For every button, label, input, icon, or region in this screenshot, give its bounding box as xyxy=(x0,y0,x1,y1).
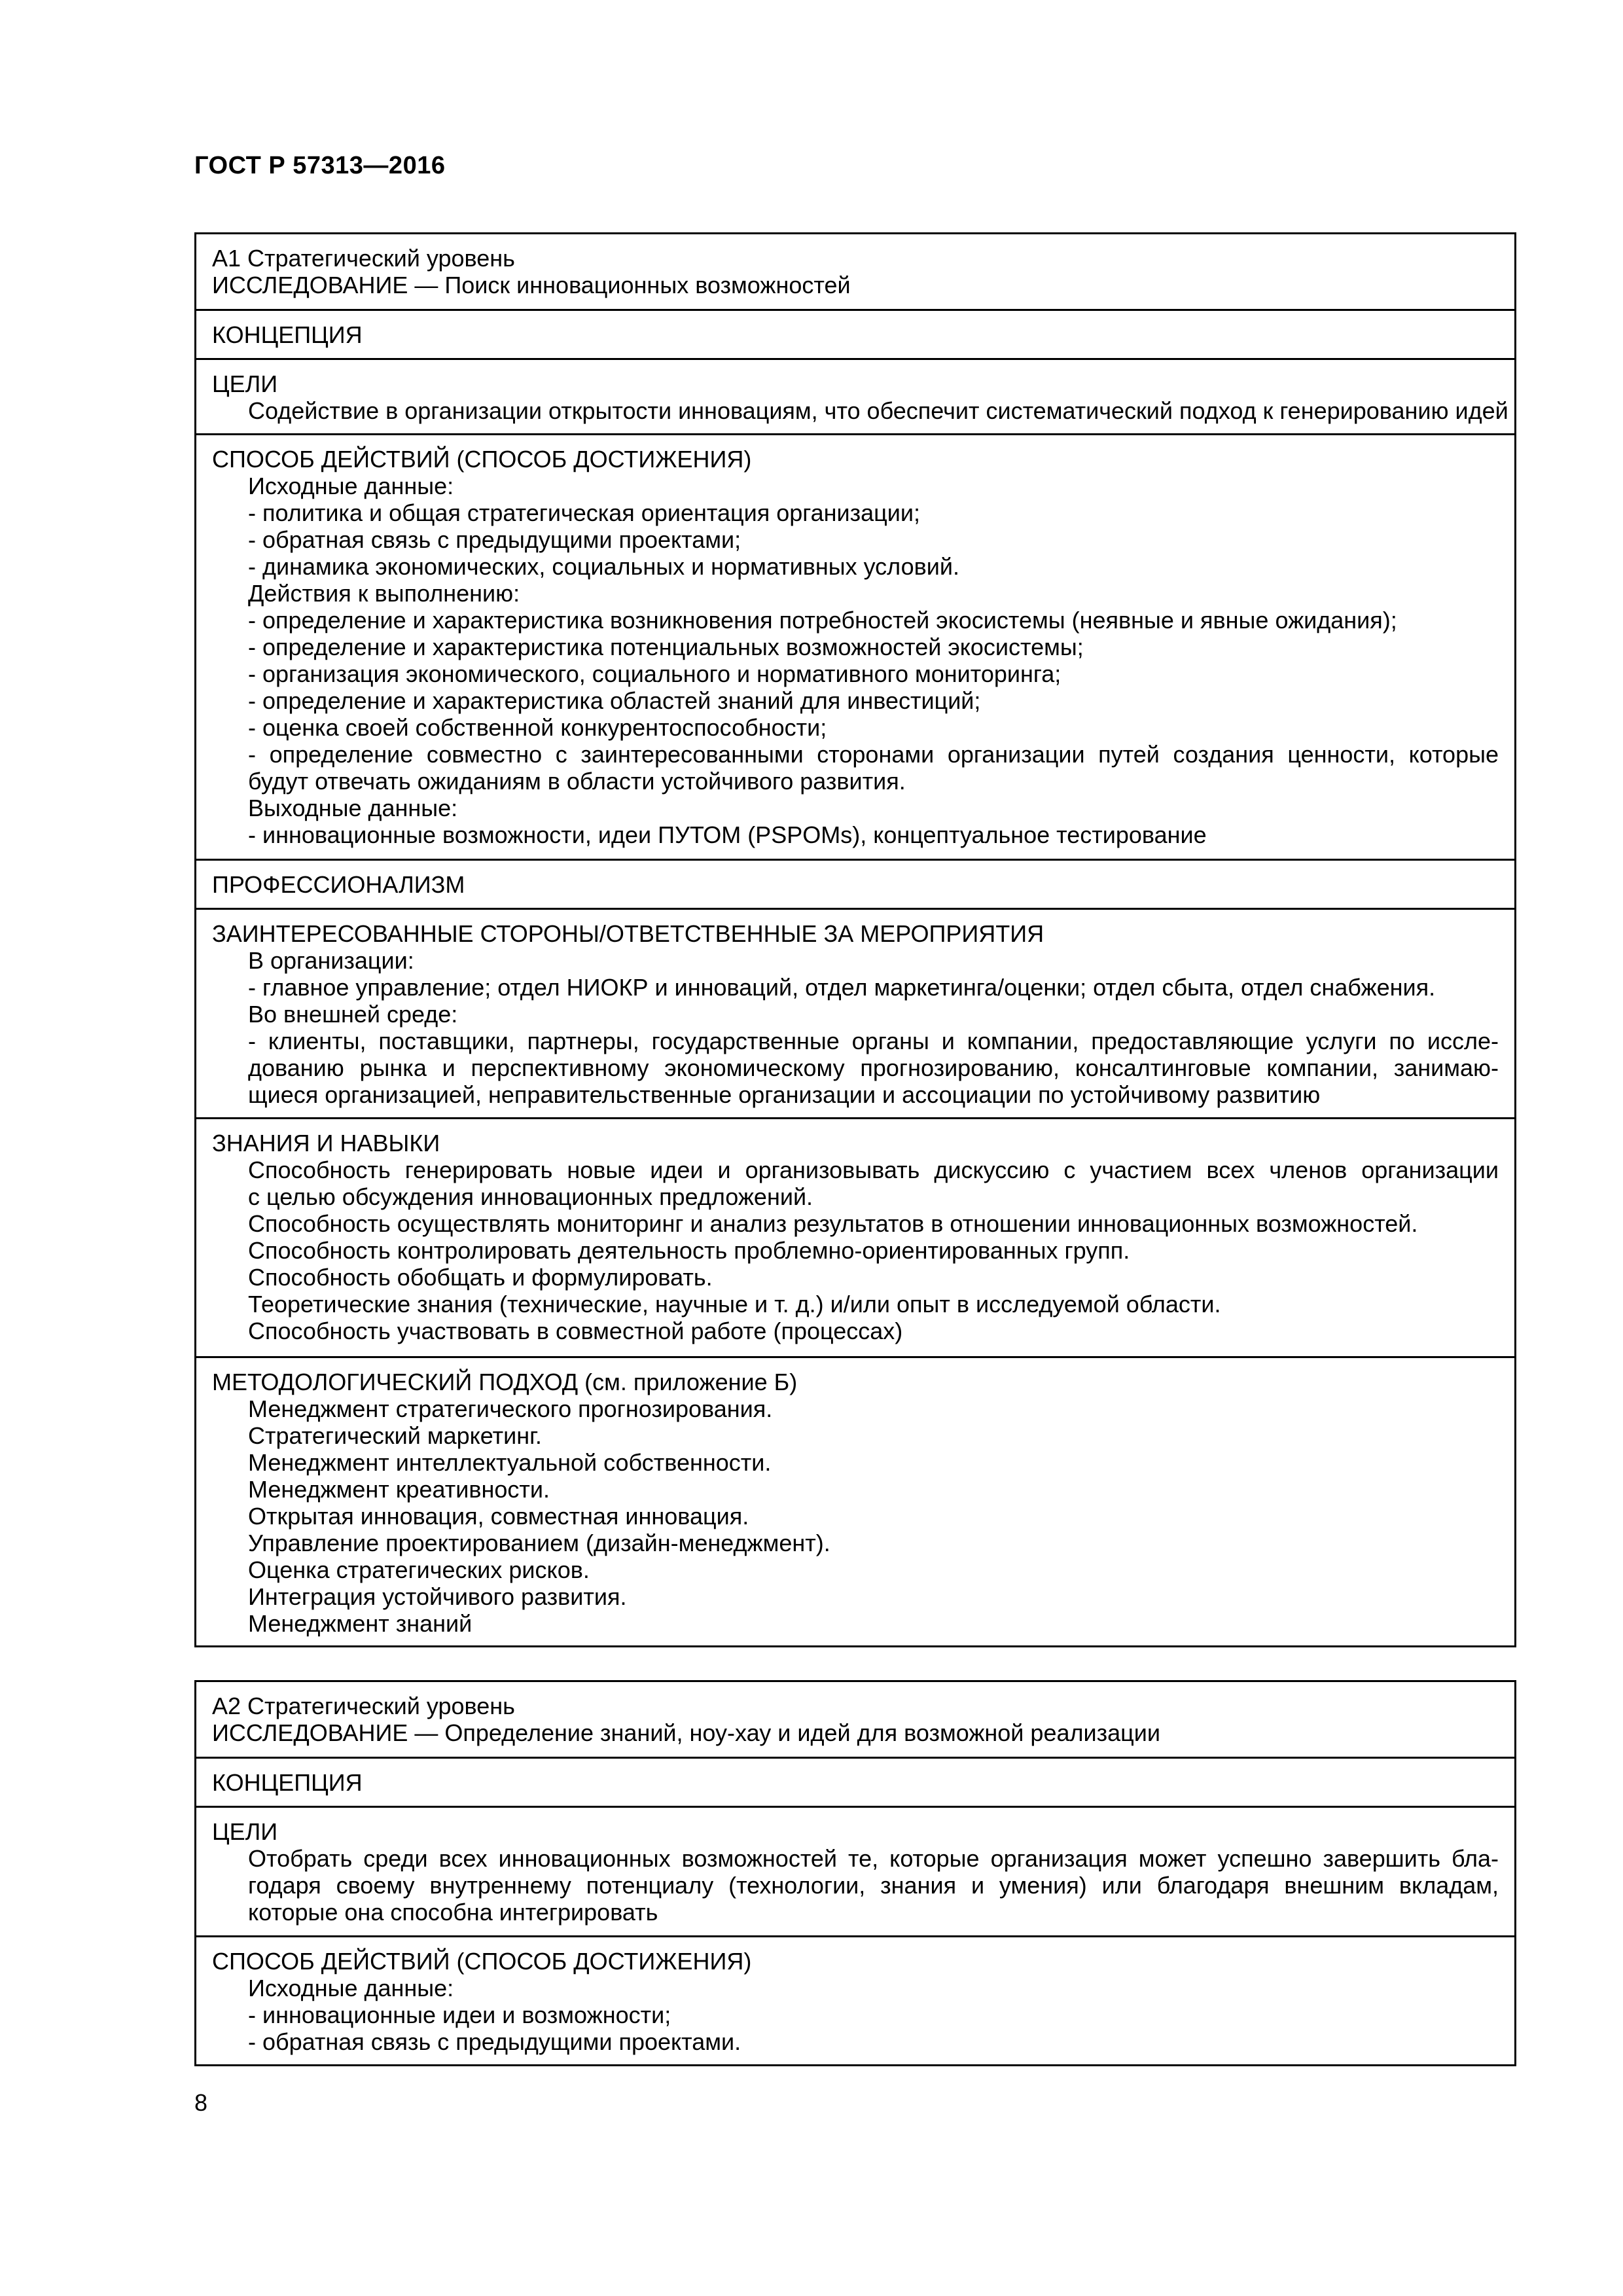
skill-item: Способность генерировать новые идеи и организовывать дискуссию с участием всех членов организации xyxy=(248,1157,1499,1183)
method-item: Стратегический маркетинг. xyxy=(248,1422,542,1449)
section-method xyxy=(196,1937,1514,2062)
section-heading: КОНЦЕПЦИЯ xyxy=(212,321,363,348)
section-concept xyxy=(196,311,1514,360)
goal-text: Отобрать среди всех инновационных возможностей те, которые организация может успешно завершить бла- xyxy=(248,1845,1499,1872)
skill-item: Способность участвовать в совместной работе (процессах) xyxy=(248,1318,903,1344)
list-item: - инновационные возможности, идеи ПУТОМ (PSPOMs), концептуальное тестирование xyxy=(248,821,1207,848)
list-item: - организация экономического, социального и нормативного мониторинга; xyxy=(248,660,1061,687)
list-item: - оценка своей собственной конкурентоспособности; xyxy=(248,714,827,741)
list-item-continuation: будут отвечать ожиданиям в области устойчивого развития. xyxy=(248,768,906,795)
subheading: Действия к выполнению: xyxy=(248,580,520,607)
list-item: - определение и характеристика потенциальных возможностей экосистемы; xyxy=(248,634,1084,660)
list-item: - определение совместно с заинтересованными сторонами организации путей создания ценности, которые xyxy=(248,741,1499,768)
list-item: - главное управление; отдел НИОКР и инноваций, отдел маркетинга/оценки; отдел сбыта, отдел снабжения. xyxy=(248,974,1436,1001)
section-heading: КОНЦЕПЦИЯ xyxy=(212,1769,363,1796)
skill-item: Способность контролировать деятельность проблемно-ориентированных групп. xyxy=(248,1237,1130,1264)
list-item-continuation: дованию рынка и перспективному экономическому прогнозированию, консалтинговые компании, занимаю- xyxy=(248,1054,1499,1081)
section-method xyxy=(196,435,1514,861)
requirements-table-a1 xyxy=(194,232,1516,1647)
method-item: Открытая инновация, совместная инновация. xyxy=(248,1503,749,1530)
goal-text: Содействие в организации открытости инновациям, что обеспечит систематический подход к генерированию идей xyxy=(248,397,1508,424)
section-heading: ЦЕЛИ xyxy=(212,1818,278,1845)
requirements-table-a2 xyxy=(194,1680,1516,2066)
section-methodology xyxy=(196,1358,1514,1645)
section-heading: СПОСОБ ДЕЙСТВИЙ (СПОСОБ ДОСТИЖЕНИЯ) xyxy=(212,1948,752,1975)
method-item: Менеджмент креативности. xyxy=(248,1476,550,1503)
section-professionalism xyxy=(196,861,1514,910)
level-title: А2 Стратегический уровень xyxy=(212,1693,515,1719)
page-number: 8 xyxy=(194,2089,208,2116)
list-item: - клиенты, поставщики, партнеры, государственные органы и компании, предоставляющие услуги по иссле- xyxy=(248,1028,1499,1054)
method-item: Управление проектированием (дизайн-менеджмент). xyxy=(248,1530,830,1556)
subheading: Исходные данные: xyxy=(248,1975,454,2001)
section-goals xyxy=(196,360,1514,435)
method-item: Интеграция устойчивого развития. xyxy=(248,1583,627,1610)
subheading: В организации: xyxy=(248,947,414,974)
list-item: - динамика экономических, социальных и нормативных условий. xyxy=(248,553,959,580)
section-heading: ПРОФЕССИОНАЛИЗМ xyxy=(212,871,465,898)
level-title: А1 Стратегический уровень xyxy=(212,245,515,272)
method-item: Менеджмент знаний xyxy=(248,1610,473,1637)
list-item: - инновационные идеи и возможности; xyxy=(248,2001,671,2028)
section-heading: ЦЕЛИ xyxy=(212,370,278,397)
subheading: Исходные данные: xyxy=(248,473,454,499)
skill-item: Способность обобщать и формулировать. xyxy=(248,1264,713,1291)
section-heading: ЗНАНИЯ И НАВЫКИ xyxy=(212,1130,440,1157)
skill-item: Способность осуществлять мониторинг и анализ результатов в отношении инновационных возможностей. xyxy=(248,1210,1418,1237)
section-heading: ЗАИНТЕРЕСОВАННЫЕ СТОРОНЫ/ОТВЕТСТВЕННЫЕ ЗА МЕРОПРИЯТИЯ xyxy=(212,920,1044,947)
section-stakeholders xyxy=(196,910,1514,1119)
section-skills xyxy=(196,1119,1514,1358)
skill-item: Теоретические знания (технические, научные и т. д.) и/или опыт в исследуемой области. xyxy=(248,1291,1221,1318)
stage-title: ИССЛЕДОВАНИЕ — Поиск инновационных возможностей xyxy=(212,272,851,298)
stage-title: ИССЛЕДОВАНИЕ — Определение знаний, ноу-хау и идей для возможной реализации xyxy=(212,1719,1160,1746)
subheading: Выходные данные: xyxy=(248,795,458,821)
section-concept xyxy=(196,1759,1514,1808)
list-item: - обратная связь с предыдущими проектами; xyxy=(248,526,741,553)
method-item: Оценка стратегических рисков. xyxy=(248,1556,590,1583)
section-title xyxy=(196,1682,1514,1759)
goal-text-continuation: которые она способна интегрировать xyxy=(248,1899,658,1926)
list-item: - обратная связь с предыдущими проектами. xyxy=(248,2028,741,2055)
method-item: Менеджмент интеллектуальной собственности. xyxy=(248,1449,772,1476)
goal-text-continuation: годаря своему внутреннему потенциалу (технологии, знания и умения) или благодаря внешним вкладам, xyxy=(248,1872,1499,1899)
list-item: - определение и характеристика возникновения потребностей экосистемы (неявные и явные ожидания); xyxy=(248,607,1397,634)
subheading: Во внешней среде: xyxy=(248,1001,458,1028)
section-title xyxy=(196,234,1514,311)
skill-item-continuation: с целью обсуждения инновационных предложений. xyxy=(248,1183,813,1210)
document-header: ГОСТ Р 57313—2016 xyxy=(194,152,446,179)
section-heading: МЕТОДОЛОГИЧЕСКИЙ ПОДХОД (см. приложение Б) xyxy=(212,1369,798,1395)
method-item: Менеджмент стратегического прогнозирования. xyxy=(248,1395,773,1422)
list-item: - политика и общая стратегическая ориентация организации; xyxy=(248,499,920,526)
list-item-continuation: щиеся организацией, неправительственные организации и ассоциации по устойчивому развитию xyxy=(248,1081,1321,1108)
section-heading: СПОСОБ ДЕЙСТВИЙ (СПОСОБ ДОСТИЖЕНИЯ) xyxy=(212,446,752,473)
list-item: - определение и характеристика областей знаний для инвестиций; xyxy=(248,687,981,714)
section-goals xyxy=(196,1808,1514,1937)
